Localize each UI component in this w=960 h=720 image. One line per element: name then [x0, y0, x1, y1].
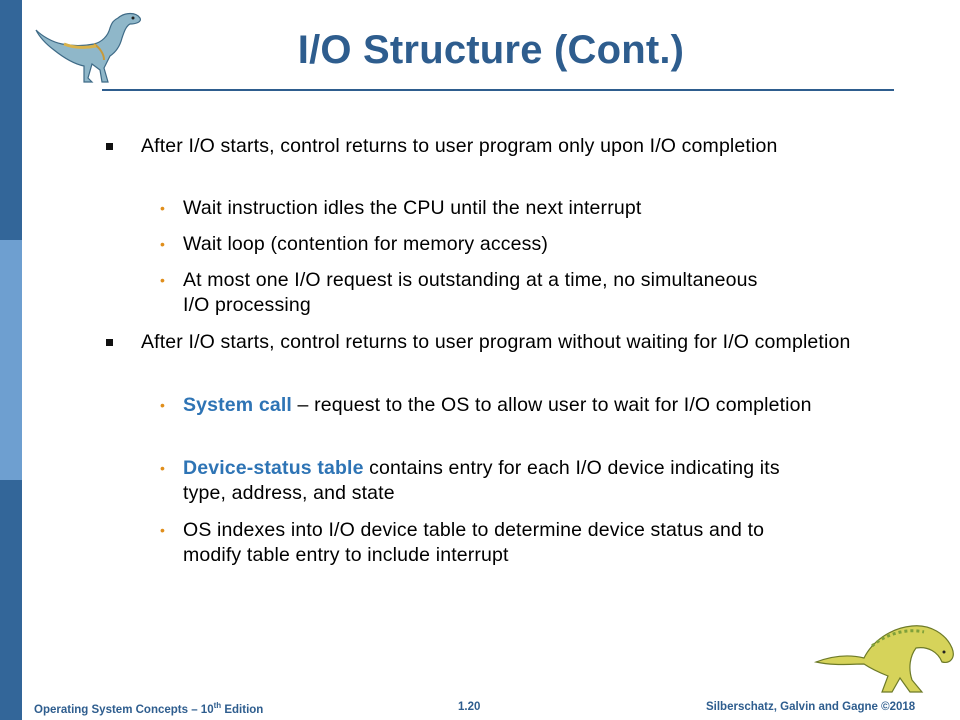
footer-page-number: 1.20 — [458, 701, 481, 713]
bullet-2-sub-1 — [183, 393, 843, 418]
sub-bullet-icon: • — [160, 522, 165, 538]
bullet-2-sub-2 — [183, 456, 793, 506]
bullet-1-sub-3: At most one I/O request is outstanding at a time, no simultaneous I/O processing — [183, 269, 758, 316]
term-device-status-table: Device-status table — [183, 457, 364, 479]
sub-bullet-icon: • — [160, 272, 165, 288]
dinosaur-bottom-logo-icon — [812, 612, 958, 696]
bullet-1-sub-2: Wait loop (contention for memory access) — [183, 233, 549, 255]
slide-title: I/O Structure (Cont.) — [297, 28, 685, 72]
footer-book-title-prefix: Operating System Concepts – 10 — [34, 703, 214, 716]
bullet-2: After I/O starts, control returns to user program without waiting for I/O completion — [141, 331, 851, 353]
bullet-2-sub-3: OS indexes into I/O device table to determine device status and to modify table entry to include interrupt — [183, 519, 765, 566]
footer-authors: Silberschatz, Galvin and Gagne ©2018 — [706, 701, 916, 713]
sub-bullet-icon: • — [160, 236, 165, 252]
footer-book-title — [34, 701, 263, 716]
term-system-call-desc: – request to the OS to allow user to wait for I/O completion — [291, 394, 812, 416]
footer-book-title-suffix: Edition — [221, 703, 264, 716]
square-bullet-icon — [106, 339, 113, 346]
sub-bullet-icon: • — [160, 200, 165, 216]
term-device-status-table-desc: contains entry for each I/O device indicating its type, address, and state — [183, 457, 780, 504]
sub-bullet-icon: • — [160, 460, 165, 476]
term-system-call: System call — [183, 394, 292, 416]
bullet-1: After I/O starts, control returns to user program only upon I/O completion — [141, 135, 778, 157]
square-bullet-icon — [106, 143, 113, 150]
sub-bullet-icon: • — [160, 397, 165, 413]
bullet-1-sub-1: Wait instruction idles the CPU until the next interrupt — [183, 197, 642, 219]
footer-book-title-sup: th — [213, 701, 222, 710]
